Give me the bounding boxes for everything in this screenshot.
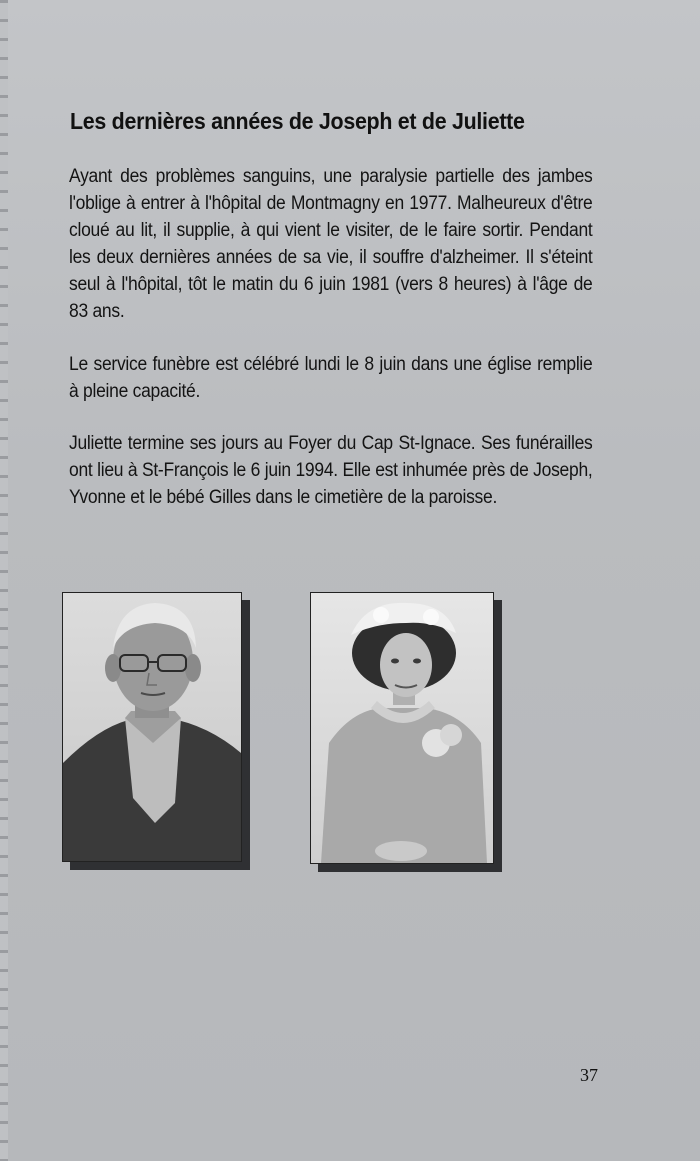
paragraph-juliette-final-years: Juliette termine ses jours au Foyer du Cap St-Ignace. Ses funérailles ont lieu à St-François le 6 juin 1994. Elle est inhumée près de Joseph, Yvonne et le bébé Gilles dans le cimetière de la paroisse.: [69, 433, 593, 508]
photo-joseph-frame: [62, 592, 252, 872]
page-number: 37: [580, 1065, 598, 1085]
photo-joseph: [62, 592, 242, 862]
photo-juliette-frame: [310, 592, 504, 874]
spiral-binding-edge: [0, 0, 8, 1161]
paragraph-funeral-service: Le service funèbre est célébré lundi le 8 juin dans une église remplie à pleine capacité.: [69, 354, 593, 402]
photo-juliette: [310, 592, 494, 864]
section-heading: Les dernières années de Joseph et de Juliette: [70, 108, 525, 134]
paragraph-joseph-final-years: Ayant des problèmes sanguins, une paralysie partielle des jambes l'oblige à entrer à l'hôpital de Montmagny en 1977. Malheureux d'être cloué au lit, il supplie, à qui vient le visiter, de le faire sortir. Pendant les deux dernières années de sa vie, il souffre d'alzheimer. Il s'éteint seul à l'hôpital, tôt le matin du 6 juin 1981 (vers 8 heures) à l'âge de 83 ans.: [69, 166, 593, 322]
